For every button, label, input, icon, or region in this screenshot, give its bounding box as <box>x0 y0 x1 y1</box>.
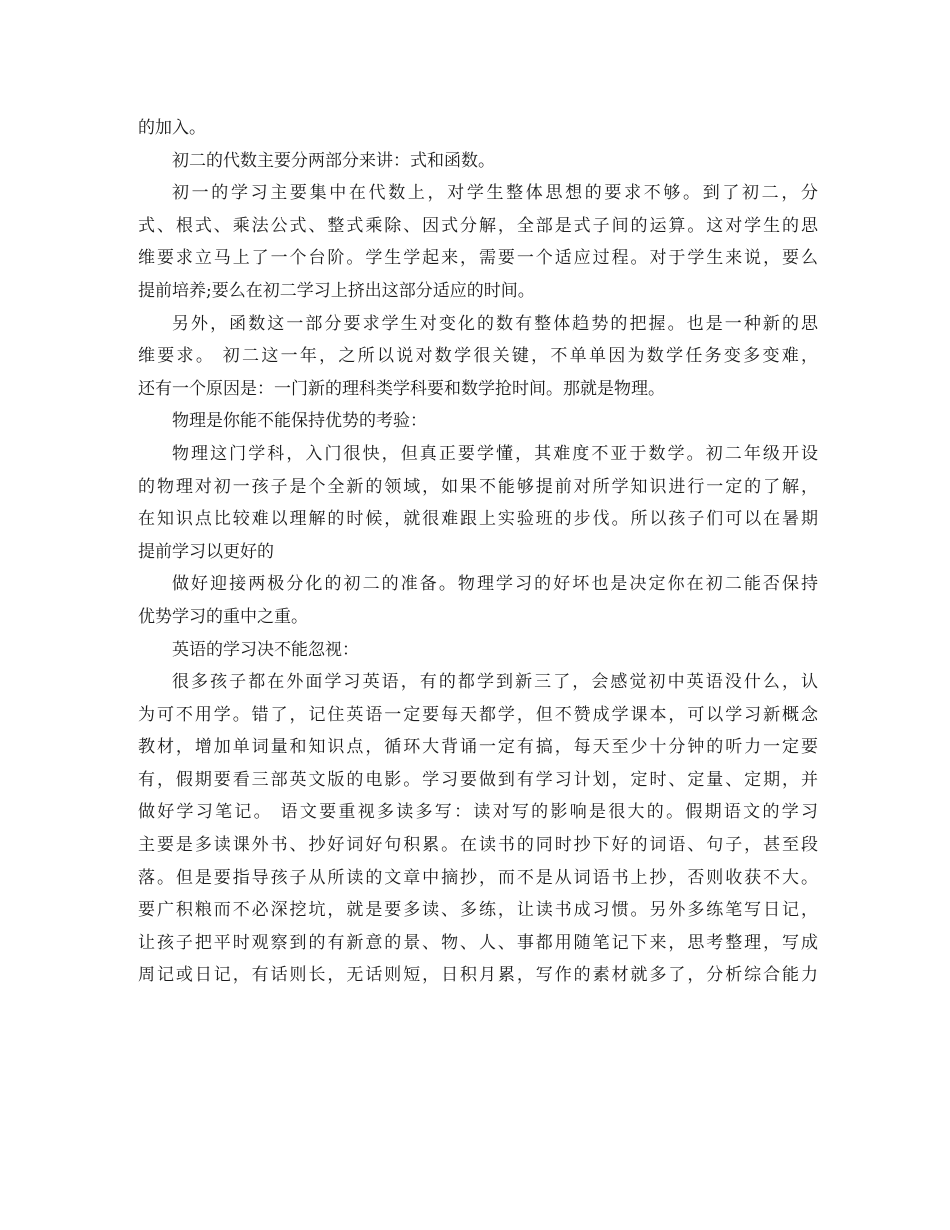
text-line: 初二的代数主要分两部分来讲：式和函数。 <box>172 150 495 171</box>
body-text <box>138 112 818 992</box>
text-line: 做好迎接两极分化的初二的准备。物理学习的好坏也是决定你在初二能否保持 <box>172 574 818 595</box>
text-line: 的加入。 <box>138 118 206 138</box>
text-line: 在知识点比较难以理解的时候，就很难跟上实验班的步伐。所以孩子们可以在暑期 <box>138 509 818 530</box>
text-line: 要广积粮而不必深挖坑，就是要多读、多练，让读书成习惯。另外多练笔写日记， <box>138 900 818 921</box>
text-line: 式、根式、乘法公式、整式乘除、因式分解，全部是式子间的运算。这对学生的思 <box>138 215 818 236</box>
text-line: 物理是你能不能保持优势的考验： <box>172 411 427 432</box>
text-line: 为可不用学。错了，记住英语一定要每天都学，但不赞成学课本，可以学习新概念 <box>138 704 818 725</box>
text-line: 维要求。 初二这一年，之所以说对数学很关键，不单单因为数学任务变多变难， <box>138 346 818 367</box>
text-line: 主要是多读课外书、抄好词好句积累。在读书的同时抄下好的词语、句子，甚至段 <box>138 835 818 856</box>
text-line: 落。但是要指导孩子从所读的文章中摘抄，而不是从词语书上抄，否则收获不大。 <box>138 867 818 888</box>
text-line: 维要求立马上了一个台阶。学生学起来，需要一个适应过程。对于学生来说，要么 <box>138 248 818 269</box>
text-line: 做好学习笔记。 语文要重视多读多写：读对写的影响是很大的。假期语文的学习 <box>138 802 818 823</box>
text-line: 初一的学习主要集中在代数上，对学生整体思想的要求不够。到了初二，分 <box>172 183 818 204</box>
text-line: 周记或日记，有话则长，无话则短，日积月累，写作的素材就多了，分析综合能力 <box>138 965 818 986</box>
text-line: 的物理对初一孩子是个全新的领域，如果不能够提前对所学知识进行一定的了解， <box>138 476 818 497</box>
text-line: 还有一个原因是：一门新的理科类学科要和数学抢时间。那就是物理。 <box>138 378 665 399</box>
text-line: 优势学习的重中之重。 <box>138 606 308 627</box>
text-line: 提前培养;要么在初二学习上挤出这部分适应的时间。 <box>138 280 535 301</box>
text-line: 另外，函数这一部分要求学生对变化的数有整体趋势的把握。也是一种新的思 <box>172 313 818 334</box>
text-line: 教材，增加单词量和知识点，循环大背诵一定有搞，每天至少十分钟的听力一定要 <box>138 737 818 758</box>
text-line: 很多孩子都在外面学习英语，有的都学到新三了，会感觉初中英语没什么，认 <box>172 672 818 693</box>
text-line: 英语的学习决不能忽视： <box>172 639 359 660</box>
text-line: 提前学习以更好的 <box>138 541 274 562</box>
text-line: 让孩子把平时观察到的有新意的景、物、人、事都用随笔记下来，思考整理，写成 <box>138 932 818 953</box>
text-line: 物理这门学科，入门很快，但真正要学懂，其难度不亚于数学。初二年级开设 <box>172 443 818 464</box>
text-line: 有，假期要看三部英文版的电影。学习要做到有学习计划，定时、定量、定期，并 <box>138 769 818 790</box>
